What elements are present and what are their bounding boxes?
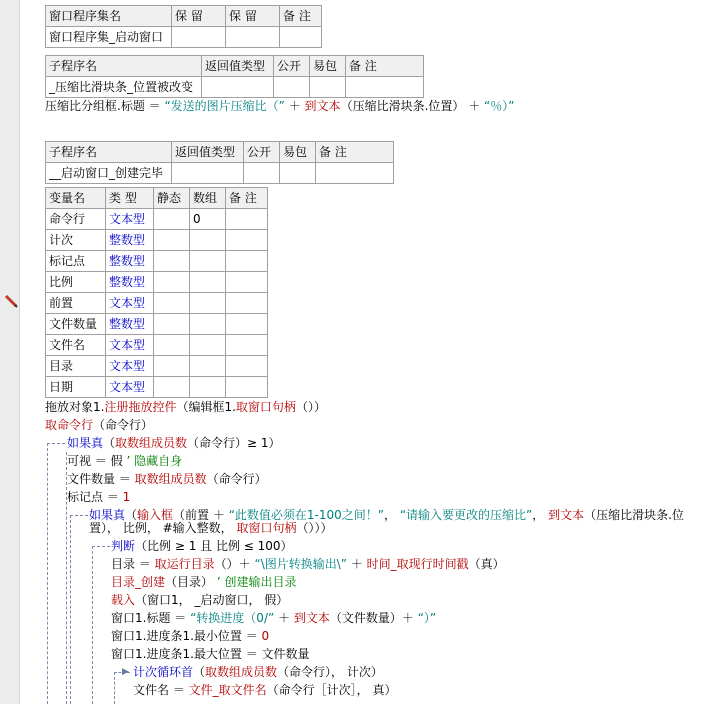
code-line[interactable] <box>67 452 182 470</box>
code-function: 目录_创建 <box>111 575 166 589</box>
variable-name-cell[interactable]: 日期 <box>46 377 106 398</box>
header-cell: 易包 <box>310 56 346 77</box>
variable-type-cell[interactable]: 文本型 <box>106 293 154 314</box>
table-cell[interactable] <box>190 272 226 293</box>
table-row[interactable] <box>46 335 268 356</box>
code-text: （命令行）， 计次） <box>277 665 383 679</box>
variable-name-cell[interactable]: 目录 <box>46 356 106 377</box>
code-text: 窗口1.进度条1.最大位置 ＝ 文件数量 <box>111 647 310 661</box>
code-string: “此数值必须在1-100之间！” <box>228 508 384 522</box>
code-text: （ <box>193 665 206 679</box>
table-cell[interactable] <box>190 377 226 398</box>
variable-type-cell[interactable]: 整数型 <box>106 314 154 335</box>
header-cell: 静态 <box>154 188 190 209</box>
code-text: ＋ <box>464 99 485 113</box>
code-function: 时间_取现行时间戳 <box>366 557 469 571</box>
header-cell: 保 留 <box>172 6 226 27</box>
variable-name-cell[interactable]: 比例 <box>46 272 106 293</box>
table-cell[interactable] <box>154 356 190 377</box>
code-text: ， <box>532 508 549 522</box>
code-line[interactable] <box>111 609 436 627</box>
flow-guide <box>92 546 110 547</box>
code-function: 取窗口句柄 <box>236 521 297 535</box>
table-cell[interactable] <box>172 27 226 48</box>
table-row[interactable] <box>46 293 268 314</box>
table-cell[interactable] <box>154 314 190 335</box>
flow-guide <box>70 515 71 704</box>
variable-name-cell[interactable]: 文件数量 <box>46 314 106 335</box>
code-text: 置）， 比例， #输入整数， <box>89 521 237 535</box>
variable-name-cell[interactable]: 标记点 <box>46 251 106 272</box>
header-cell: 变量名 <box>46 188 106 209</box>
header-cell: 备 注 <box>226 188 268 209</box>
code-keyword: 如果真 <box>67 436 104 450</box>
code-string: “发送的图片压缩比（” <box>164 99 285 113</box>
table-cell[interactable] <box>172 163 244 184</box>
table-row[interactable] <box>46 230 268 251</box>
code-text: 文件数量 ＝ <box>67 472 135 486</box>
code-line[interactable] <box>133 663 383 681</box>
table-cell[interactable] <box>346 77 424 98</box>
variable-name-cell[interactable]: 命令行 <box>46 209 106 230</box>
code-comment: ’ 隐藏自身 <box>126 454 183 468</box>
code-function: 到文本 <box>293 611 330 625</box>
code-text: （）） <box>295 400 326 414</box>
table-row[interactable] <box>46 272 268 293</box>
table-cell[interactable] <box>226 272 268 293</box>
flow-guide <box>92 546 93 704</box>
code-number: 1 <box>122 490 131 504</box>
table-cell[interactable] <box>190 251 226 272</box>
code-text: （压缩比滑块条.位 <box>584 508 684 522</box>
table-cell[interactable] <box>190 335 226 356</box>
flow-guide <box>47 443 48 704</box>
code-function: 到文本 <box>304 99 341 113</box>
table-cell[interactable] <box>154 209 190 230</box>
code-text: （命令行［计次］， 真） <box>266 683 397 697</box>
header-cell: 备 注 <box>346 56 424 77</box>
table-cell[interactable]: 0 <box>190 209 226 230</box>
subroutine-table-1 <box>45 55 424 98</box>
table-cell[interactable] <box>280 27 322 48</box>
code-text: 文件名 ＝ <box>133 683 189 697</box>
code-line[interactable] <box>111 537 293 555</box>
code-text: 目录 ＝ <box>111 557 155 571</box>
variable-name-cell[interactable]: 计次 <box>46 230 106 251</box>
table-row[interactable] <box>46 251 268 272</box>
code-text: （命令行） <box>206 472 267 486</box>
variable-type-cell[interactable]: 文本型 <box>106 335 154 356</box>
table-row[interactable] <box>46 377 268 398</box>
variable-type-cell[interactable]: 文本型 <box>106 209 154 230</box>
code-text: （压缩比滑块条.位置） <box>340 99 465 113</box>
code-string: “\图片转换输出\” <box>254 557 348 571</box>
code-keyword: 判断 <box>111 539 136 553</box>
header-cell: 易包 <box>280 142 316 163</box>
flow-guide <box>114 672 115 704</box>
header-cell: 窗口程序集名 <box>46 6 172 27</box>
code-comment: ’ 创建输出目录 <box>216 575 297 589</box>
code-line[interactable] <box>111 627 269 645</box>
code-line[interactable] <box>45 398 326 416</box>
table-cell[interactable] <box>280 163 316 184</box>
variable-type-cell[interactable]: 文本型 <box>106 356 154 377</box>
code-text: （文件数量）＋ <box>329 611 418 625</box>
window-set-table <box>45 5 322 48</box>
header-cell: 子程序名 <box>46 142 172 163</box>
code-function: 取命令行 <box>45 418 94 432</box>
code-string: “请输入要更改的压缩比” <box>399 508 533 522</box>
table-cell[interactable] <box>190 293 226 314</box>
code-text: （比例 ≥ 1 且 比例 ≤ 100） <box>135 539 293 553</box>
table-cell[interactable] <box>226 209 268 230</box>
table-cell[interactable] <box>226 230 268 251</box>
table-cell[interactable] <box>154 272 190 293</box>
header-cell: 类 型 <box>106 188 154 209</box>
code-function: 取数组成员数 <box>134 472 207 486</box>
table-cell[interactable] <box>202 77 274 98</box>
variable-type-cell[interactable]: 整数型 <box>106 230 154 251</box>
code-string: “％）” <box>484 99 515 113</box>
code-function: 取运行目录 <box>154 557 215 571</box>
code-text: （ <box>103 436 116 450</box>
pencil-icon <box>4 294 18 308</box>
code-line[interactable] <box>89 519 333 537</box>
window-set-name-cell[interactable]: 窗口程序集_启动窗口 <box>46 27 172 48</box>
header-cell: 返回值类型 <box>172 142 244 163</box>
code-string: “）” <box>417 611 437 625</box>
table-cell[interactable] <box>190 230 226 251</box>
code-text: （窗口1， _启动窗口， 假） <box>135 593 289 607</box>
subroutine-table-2 <box>45 141 394 184</box>
table-cell[interactable] <box>226 314 268 335</box>
code-function: 取窗口句柄 <box>235 400 296 414</box>
table-cell[interactable] <box>226 293 268 314</box>
code-text: 可视 ＝ 假 <box>67 454 127 468</box>
code-keyword: 如果真 <box>89 508 126 522</box>
flow-guide <box>70 515 88 516</box>
code-text: .标题 ＝ <box>117 99 165 113</box>
header-cell: 保 留 <box>226 6 280 27</box>
table-cell[interactable] <box>154 377 190 398</box>
code-line[interactable] <box>67 488 130 506</box>
code-function: 输入框 <box>137 508 174 522</box>
header-cell: 备 注 <box>316 142 394 163</box>
table-cell[interactable] <box>154 335 190 356</box>
variable-name-cell[interactable]: 文件名 <box>46 335 106 356</box>
code-object: 压缩比分组框 <box>45 99 118 113</box>
table-cell[interactable] <box>154 251 190 272</box>
code-string: “转换进度（0/” <box>190 611 275 625</box>
code-text: ＋ <box>274 611 294 625</box>
table-cell[interactable] <box>190 356 226 377</box>
table-cell[interactable] <box>310 77 346 98</box>
table-cell[interactable] <box>244 163 280 184</box>
code-text: （）＋ <box>214 557 255 571</box>
subroutine-name-cell[interactable]: _压缩比滑块条_位置被改变 <box>46 77 202 98</box>
code-function: 取数组成员数 <box>205 665 278 679</box>
code-line[interactable] <box>111 591 288 609</box>
subroutine-name-cell[interactable]: __启动窗口_创建完毕 <box>46 163 172 184</box>
table-cell[interactable] <box>316 163 394 184</box>
code-text: ＋ <box>347 557 367 571</box>
code-text: （真） <box>468 557 505 571</box>
code-number: 0 <box>261 629 270 643</box>
code-text: （））） <box>296 521 333 535</box>
variable-type-cell[interactable]: 整数型 <box>106 251 154 272</box>
code-text: （命令行） <box>93 418 154 432</box>
code-text: 窗口1.标题 ＝ <box>111 611 191 625</box>
code-line[interactable] <box>111 555 505 573</box>
code-line[interactable] <box>45 97 514 115</box>
code-function: 注册拖放控件 <box>104 400 177 414</box>
header-cell: 公开 <box>244 142 280 163</box>
code-text: （命令行）≥ 1） <box>187 436 281 450</box>
code-text: ＋ <box>284 99 305 113</box>
loop-arrow-icon: ▶ <box>122 667 129 677</box>
code-line[interactable] <box>45 416 153 434</box>
code-line[interactable] <box>67 470 267 488</box>
code-line[interactable] <box>111 573 296 591</box>
code-text: 窗口1.进度条1.最小位置 ＝ <box>111 629 262 643</box>
code-text: （目录） <box>165 575 217 589</box>
table-cell[interactable] <box>274 77 310 98</box>
header-cell: 返回值类型 <box>202 56 274 77</box>
header-cell: 公开 <box>274 56 310 77</box>
header-cell: 数组 <box>190 188 226 209</box>
table-cell[interactable] <box>190 314 226 335</box>
code-line[interactable] <box>133 681 396 699</box>
code-line[interactable] <box>111 645 310 663</box>
code-function: 到文本 <box>548 508 585 522</box>
table-row[interactable] <box>46 356 268 377</box>
code-function: 文件_取文件名 <box>188 683 267 697</box>
table-cell[interactable] <box>154 230 190 251</box>
code-object: 拖放对象1. <box>45 400 105 414</box>
table-row[interactable] <box>46 209 268 230</box>
header-cell: 备 注 <box>280 6 322 27</box>
code-keyword: 计次循环首 <box>133 665 194 679</box>
variable-type-cell[interactable]: 文本型 <box>106 377 154 398</box>
code-text: （前置 ＋ <box>173 508 229 522</box>
table-cell[interactable] <box>226 251 268 272</box>
table-cell[interactable] <box>226 27 280 48</box>
editor-gutter <box>0 0 20 704</box>
header-cell: 子程序名 <box>46 56 202 77</box>
table-row[interactable] <box>46 314 268 335</box>
table-cell[interactable] <box>226 335 268 356</box>
table-cell[interactable] <box>154 293 190 314</box>
code-text: （ <box>125 508 138 522</box>
table-cell[interactable] <box>226 356 268 377</box>
table-cell[interactable] <box>226 377 268 398</box>
code-text: ， <box>384 508 400 522</box>
code-function: 取数组成员数 <box>115 436 188 450</box>
code-text: 标记点 ＝ <box>67 490 123 504</box>
variable-name-cell[interactable]: 前置 <box>46 293 106 314</box>
variable-table <box>45 187 268 398</box>
code-line[interactable] <box>67 434 281 452</box>
code-text: （编辑框1. <box>176 400 236 414</box>
flow-guide <box>47 443 65 444</box>
code-function: 载入 <box>111 593 136 607</box>
variable-type-cell[interactable]: 整数型 <box>106 272 154 293</box>
